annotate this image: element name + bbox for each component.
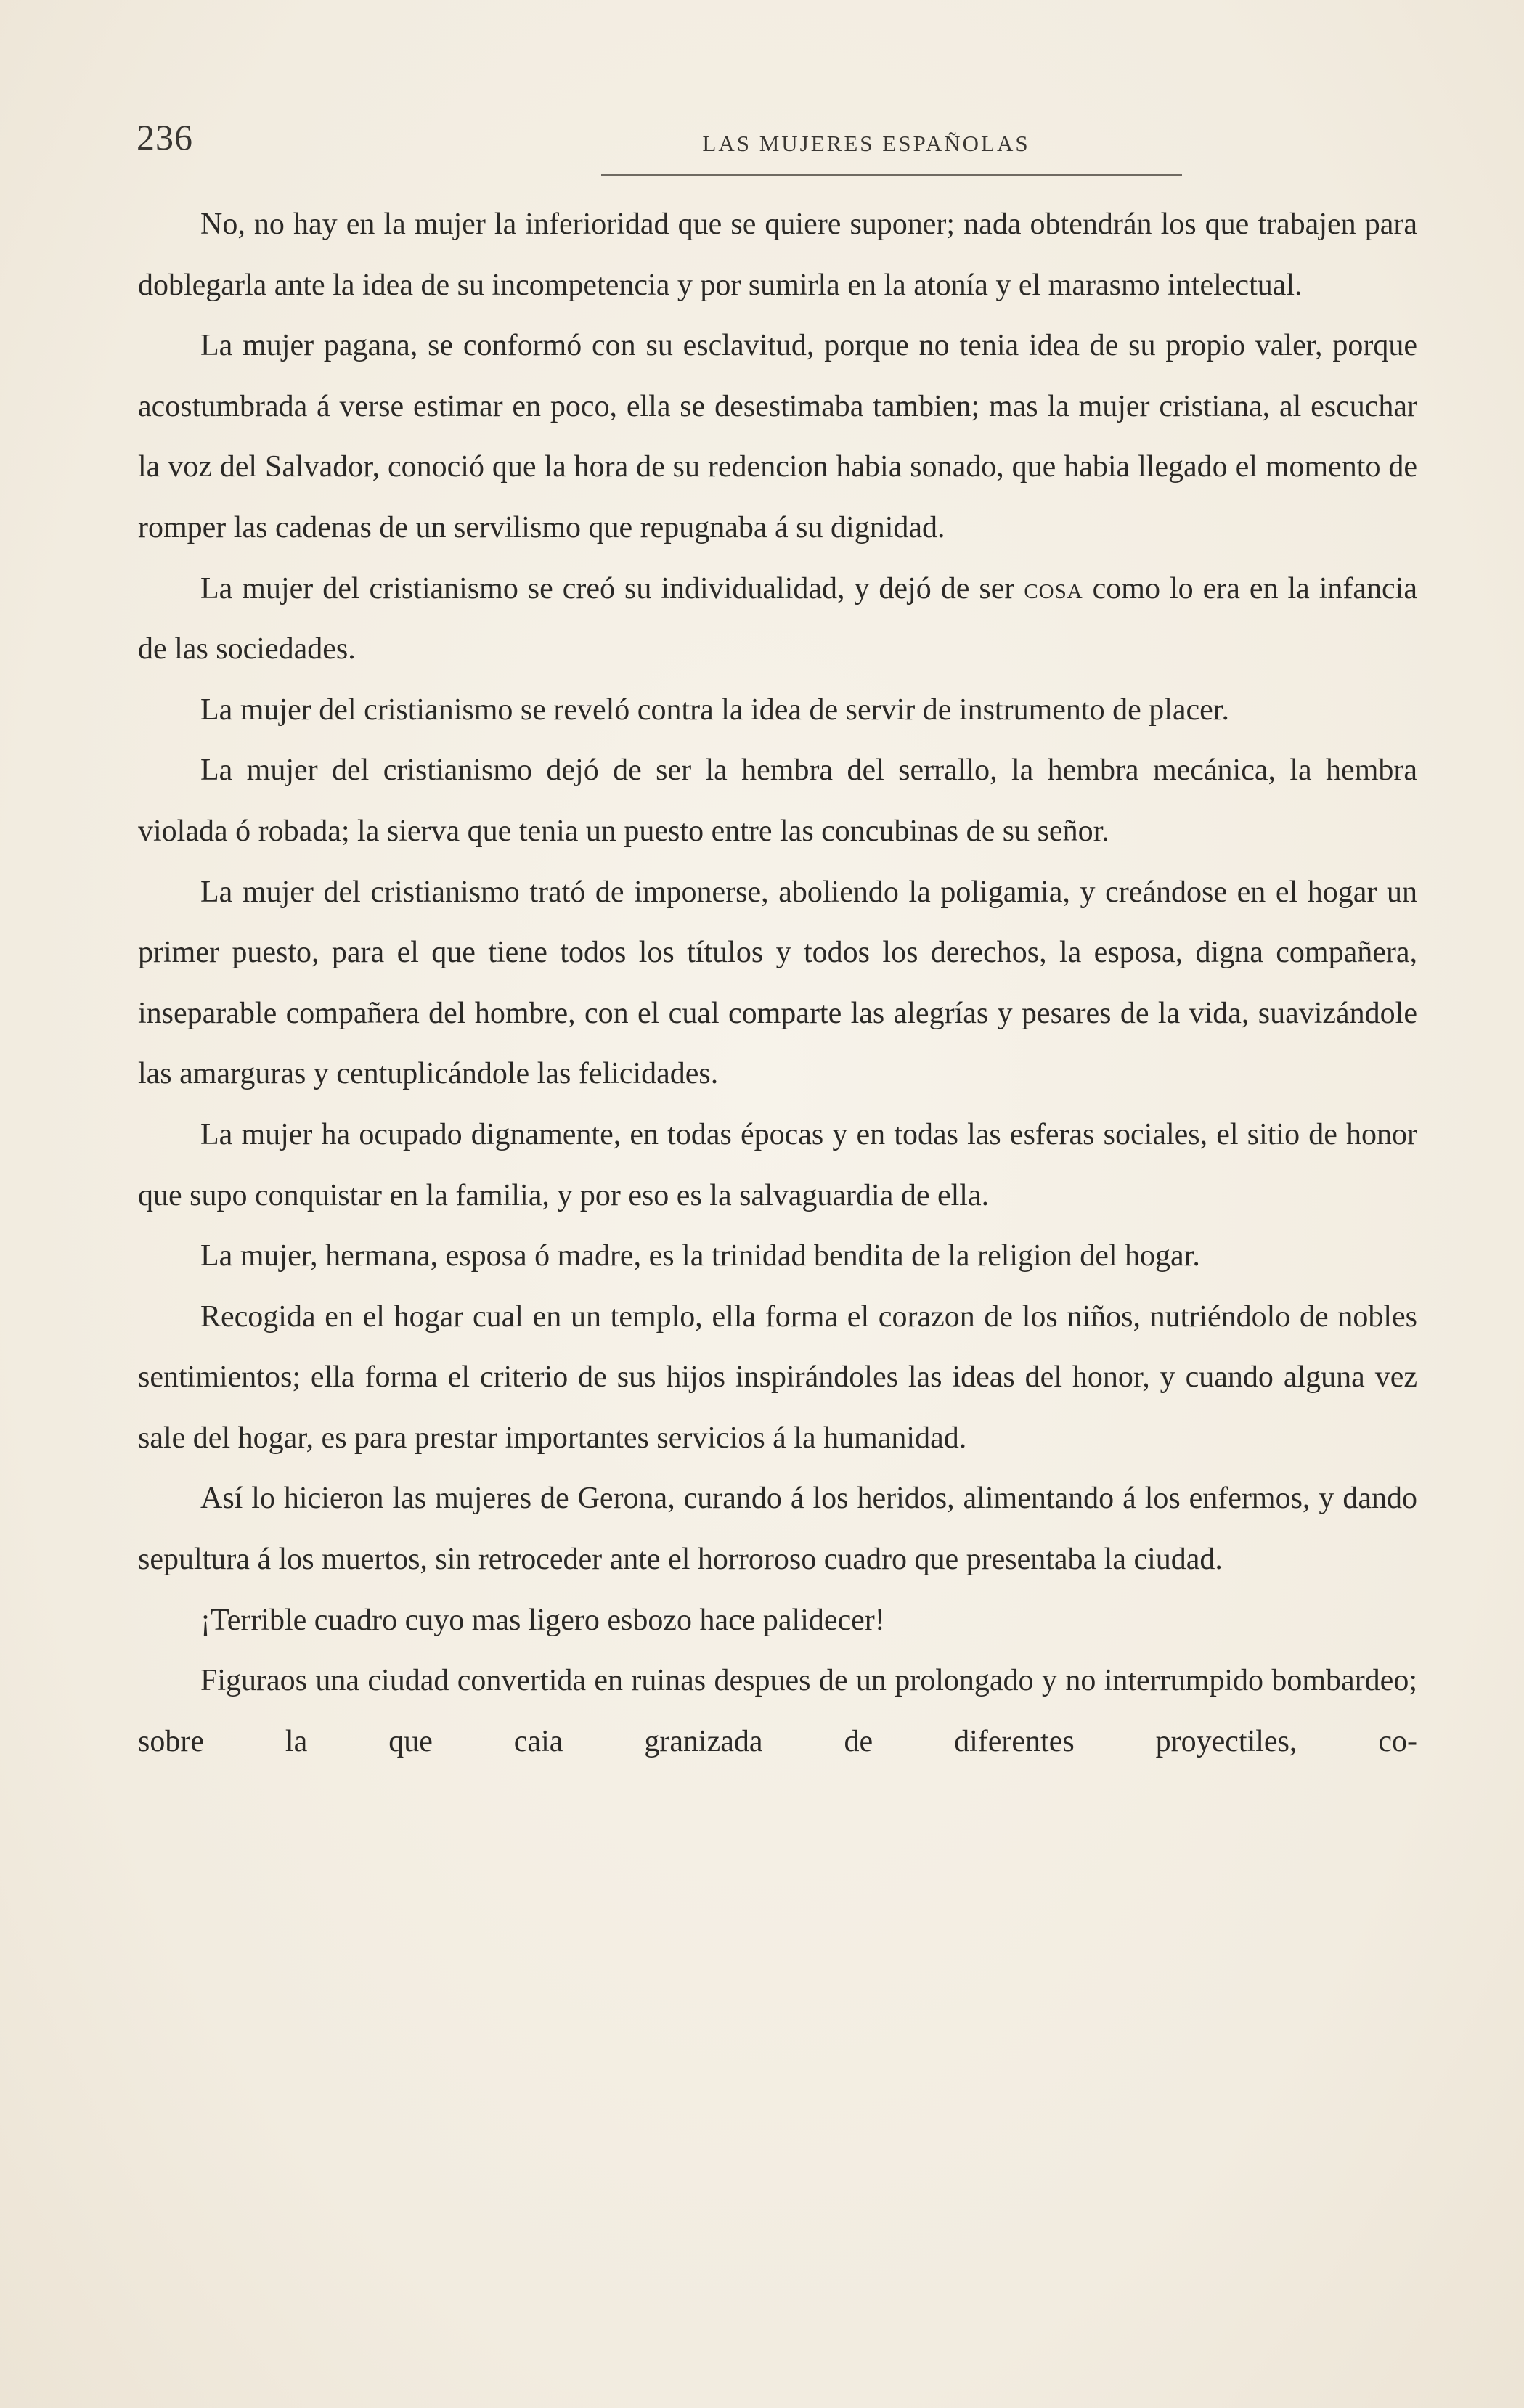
paragraph: La mujer del cristianismo dejó de ser la hembra del serrallo, la hembra mecánica, la hembra violada ó robada; la sierva que tenia un puesto entre las concubinas de su señor. [138,754,1417,848]
body-text [138,195,1417,1772]
paragraph-text: La mujer del cristianismo se creó su individualidad, y dejó de ser [200,571,1024,605]
page-number: 236 [136,117,193,158]
paragraph: Recogida en el hogar cual en un templo, ella forma el corazon de los niños, nutriéndolo de nobles sentimientos; ella forma el criterio de sus hijos inspirándoles las ideas del honor, y cuando alguna vez sale del hogar, es para prestar importantes servicios á la humanidad. [138,1299,1417,1455]
paragraph: La mujer, hermana, esposa ó madre, es la trinidad bendita de la religion del hogar. [200,1239,1200,1273]
paragraph: La mujer pagana, se conformó con su esclavitud, porque no tenia idea de su propio valer, porque acostumbrada á verse estimar en poco, ella se desestimaba tambien; mas la mujer cristiana, al escuchar la voz del Salvador, conoció que la hora de su redencion habia sonado, que habia llegado el momento de romper las cadenas de un servilismo que repugnaba á su dignidad. [138,329,1417,544]
paragraph: ¡Terrible cuadro cuyo mas ligero esbozo hace palidecer! [200,1603,885,1637]
running-title: LAS MUJERES ESPAÑOLAS [702,131,1030,156]
paragraph: La mujer ha ocupado dignamente, en todas épocas y en todas las esferas sociales, el sitio de honor que supo conquistar en la familia, y por eso es la salvaguardia de ella. [138,1117,1417,1212]
small-caps-word: cosa [1024,571,1083,605]
header-rule [601,174,1182,176]
running-head [136,116,1422,181]
paragraph: Así lo hicieron las mujeres de Gerona, curando á los heridos, alimentando á los enfermos, y dando sepultura á los muertos, sin retroceder ante el horroroso cuadro que presentaba la ciudad. [138,1482,1417,1577]
paragraph-text: como lo era en la infancia de las sociedades. [138,571,1418,666]
paragraph [138,559,1417,680]
paragraph-continued: Figuraos una ciudad convertida en ruinas despues de un prolongado y no interrumpido bombardeo; sobre la que caia granizada de diferentes proyectiles, co- [138,1664,1417,1758]
paragraph: La mujer del cristianismo trató de imponerse, aboliendo la poligamia, y creándose en el hogar un primer puesto, para el que tiene todos los títulos y todos los derechos, la esposa, digna compañera, inseparable compañera del hombre, con el cual comparte las alegrías y pesares de la vida, suavizándole las amarguras y centuplicándole las felicidades. [138,875,1417,1091]
paragraph: La mujer del cristianismo se reveló contra la idea de servir de instrumento de placer. [200,693,1229,727]
paragraph: No, no hay en la mujer la inferioridad que se quiere suponer; nada obtendrán los que trabajen para doblegarla ante la idea de su incompetencia y por sumirla en la atonía y el marasmo intelectual. [138,208,1417,302]
